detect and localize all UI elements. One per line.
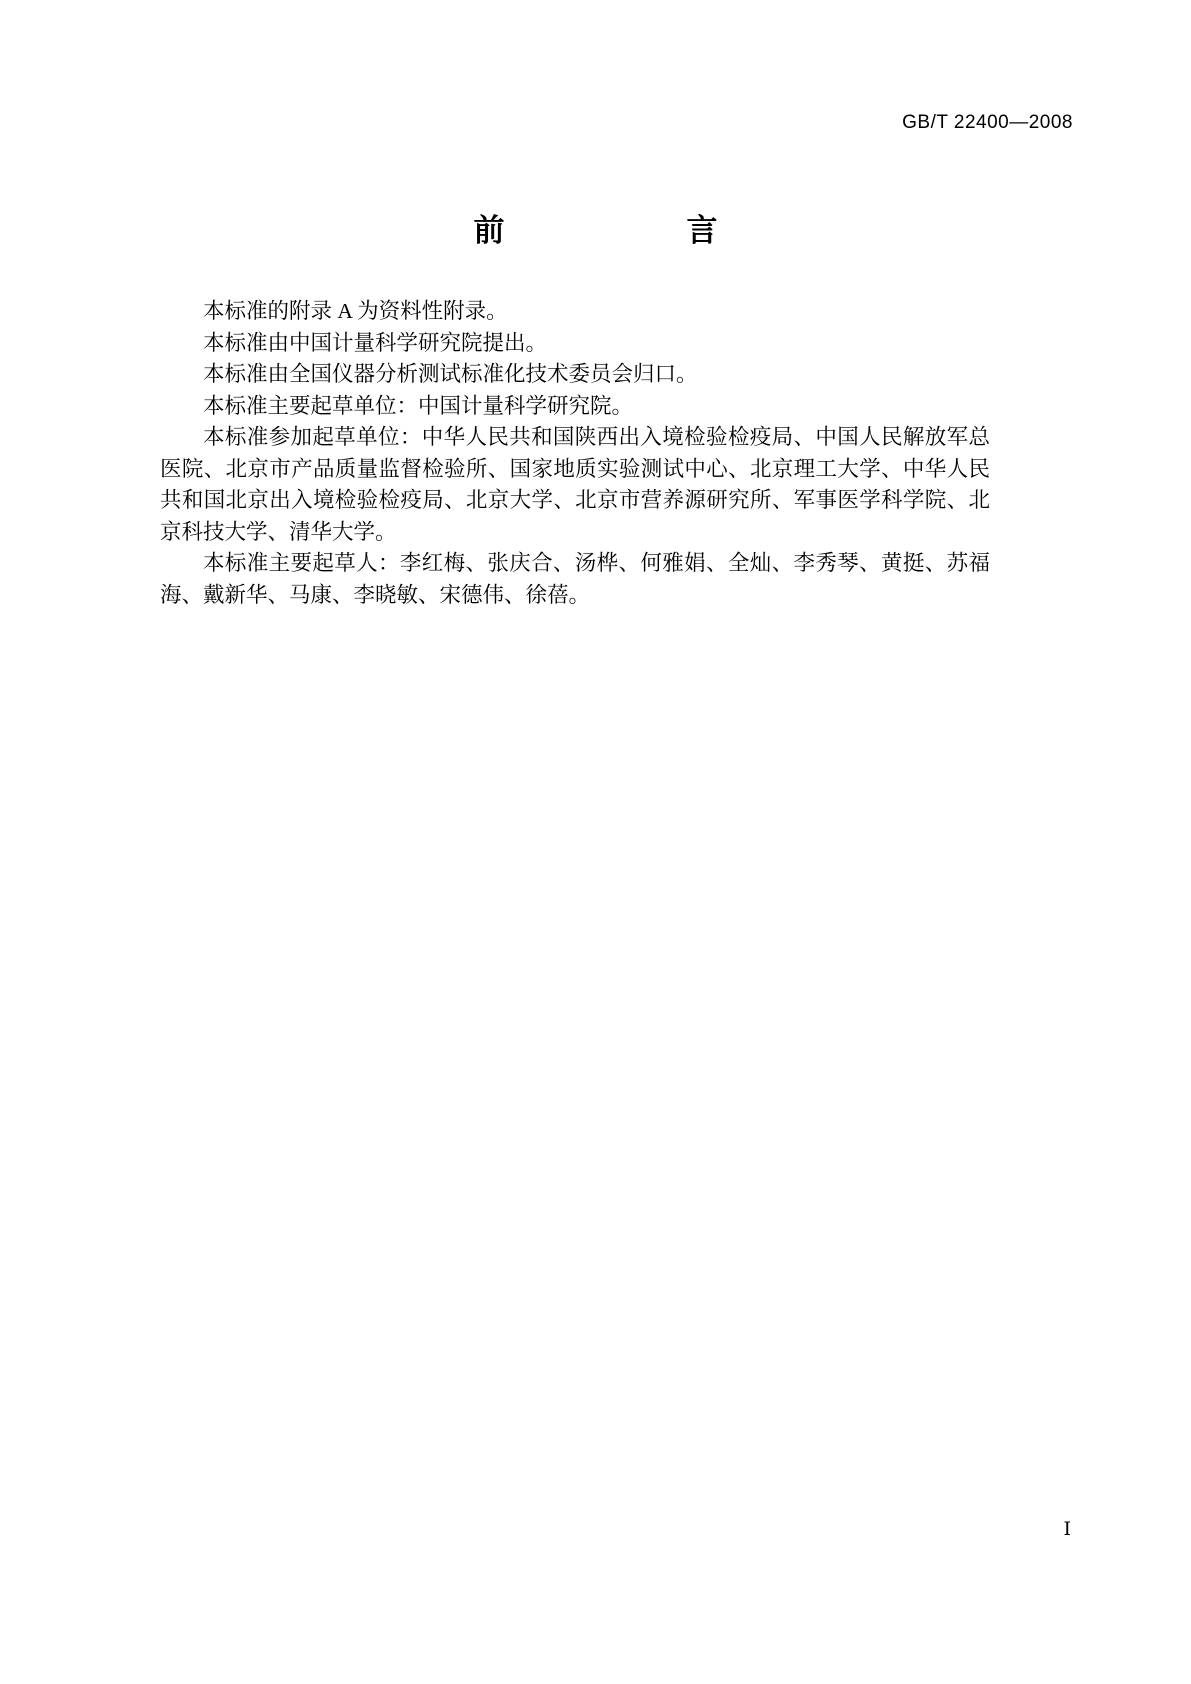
paragraph: 本标准参加起草单位：中华人民共和国陕西出入境检验检疫局、中国人民解放军总医院、北京市产品质量监督检验所、国家地质实验测试中心、北京理工大学、中华人民共和国北京出入境检验检疫局、北京大学、北京市营养源研究所、军事医学科学院、北京科技大学、清华大学。 [160,425,990,544]
foreword-body [160,296,990,611]
page-number: Ⅰ [1063,1519,1071,1540]
paragraph: 本标准由中国计量科学研究院提出。 [203,330,548,355]
paragraph: 本标准主要起草人：李红梅、张庆合、汤桦、何雅娟、全灿、李秀琴、黄挺、苏福海、戴新华、马康、李晓敏、宋德伟、徐蓓。 [160,551,990,607]
page-title: 前 言 [473,213,758,249]
paragraph: 本标准由全国仪器分析测试标准化技术委员会归口。 [203,362,698,386]
paragraph: 本标准主要起草单位：中国计量科学研究院。 [203,393,634,418]
page-header-standard-code: GB/T 22400—2008 [902,112,1073,133]
paragraph: 本标准的附录 A 为资料性附录。 [203,299,508,323]
